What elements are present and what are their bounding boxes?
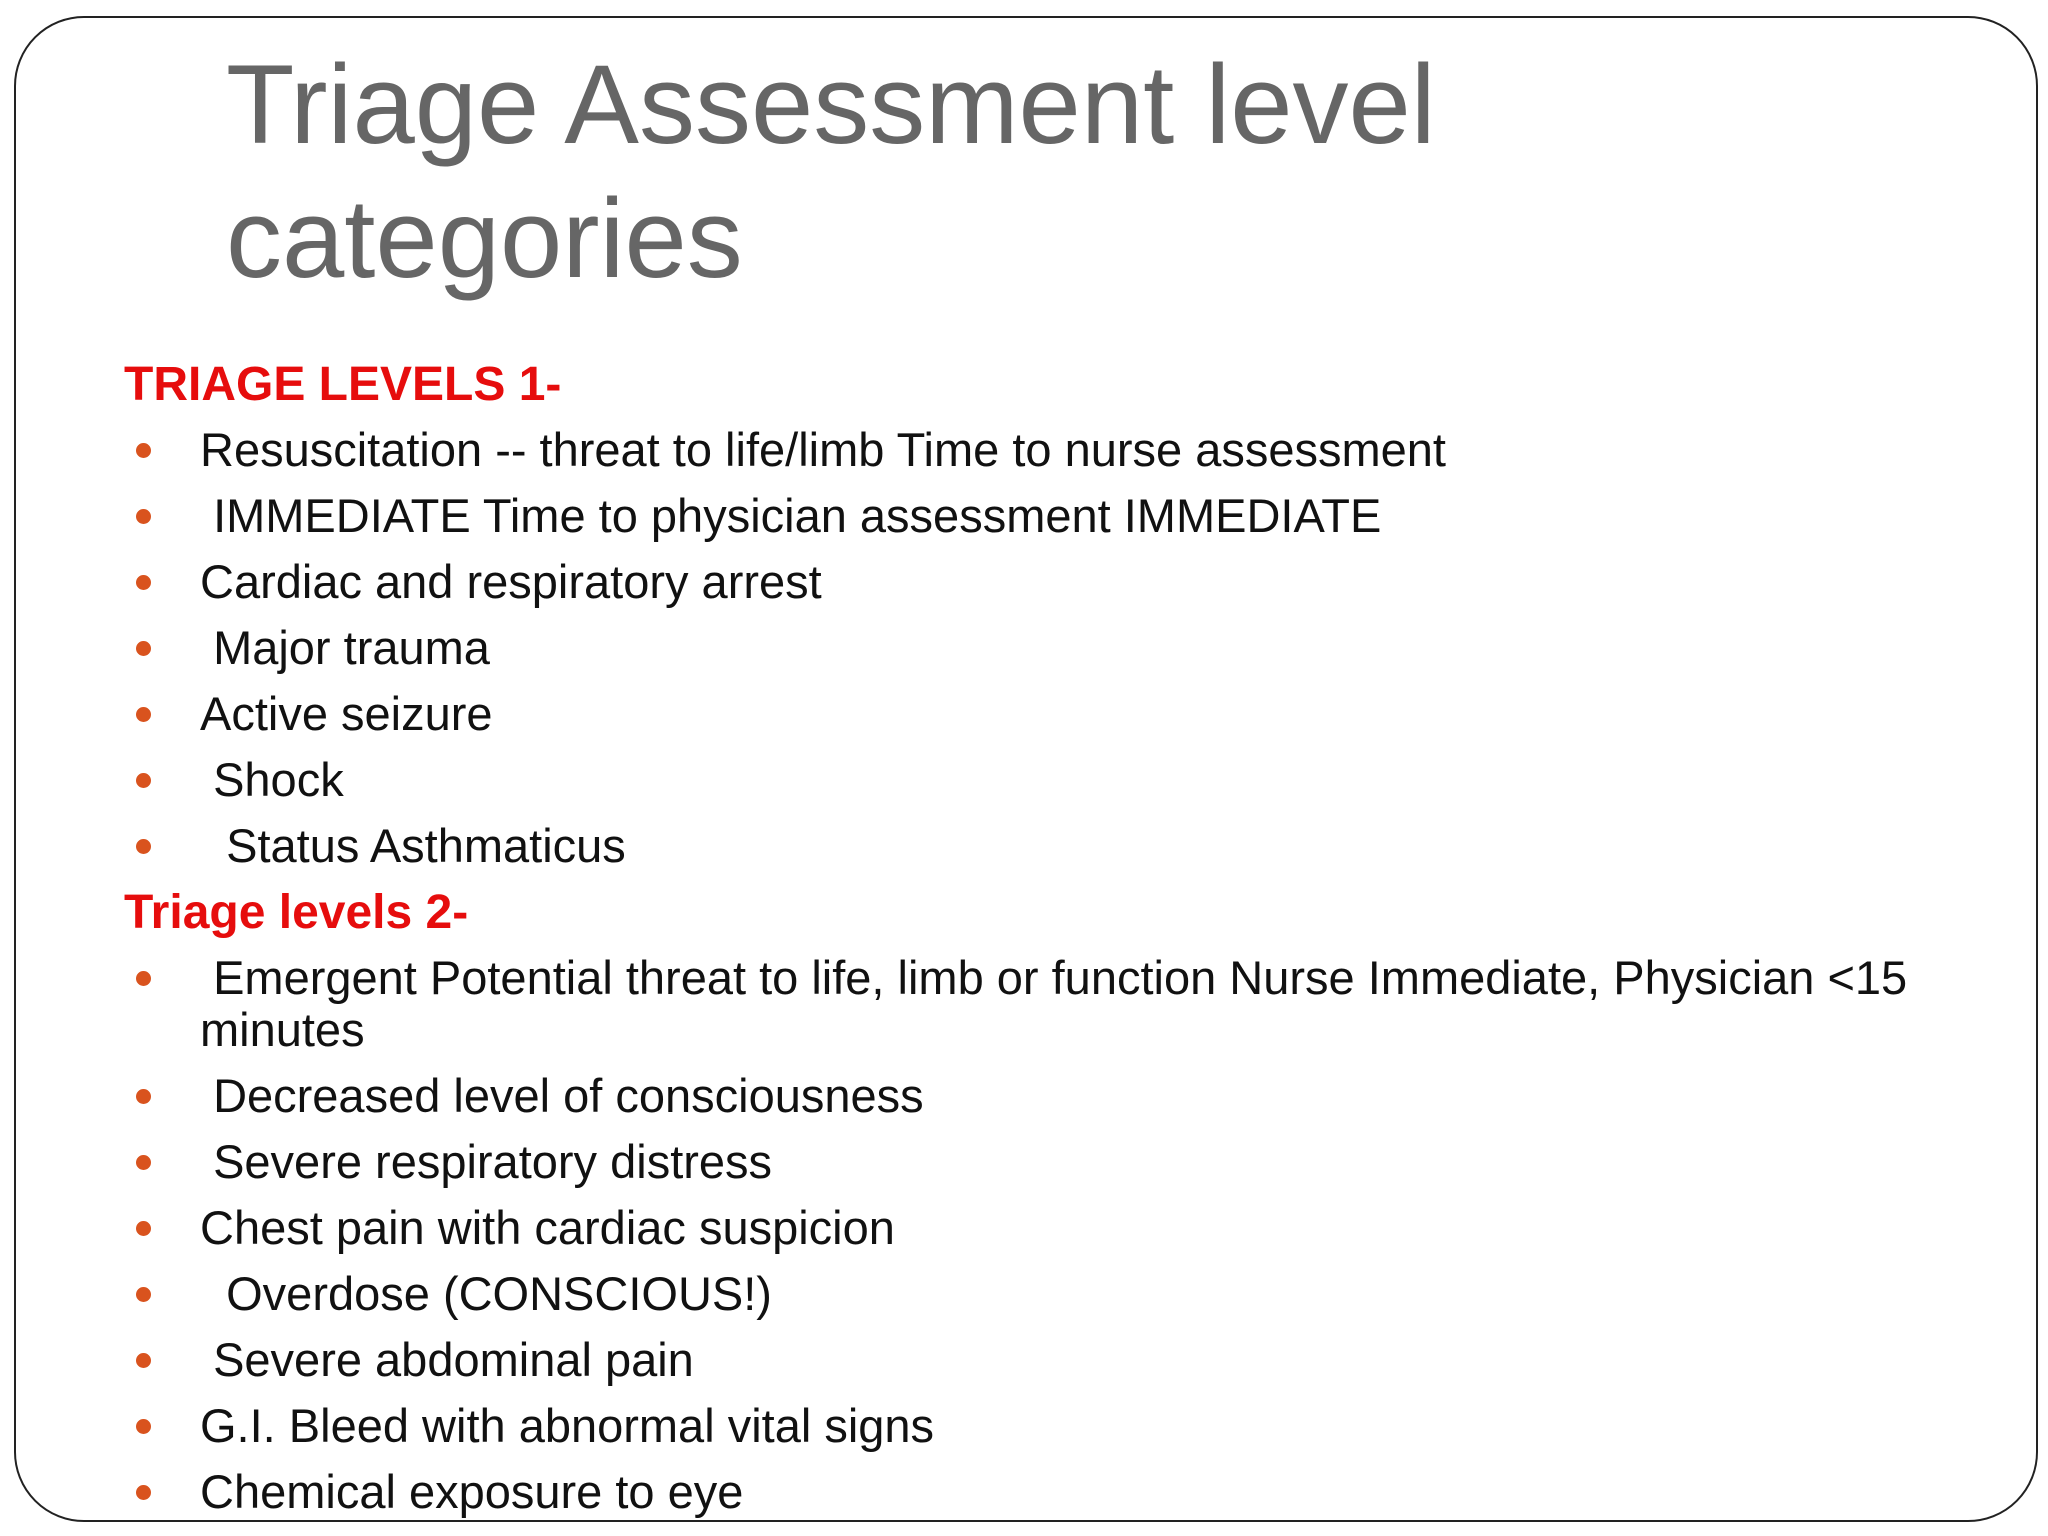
list-item-text: G.I. Bleed with abnormal vital signs xyxy=(200,1399,935,1452)
bullet-icon xyxy=(136,707,151,722)
level-2-list xyxy=(124,952,2004,1522)
list-item xyxy=(124,622,2004,688)
bullet-icon xyxy=(136,509,151,524)
list-item xyxy=(124,1400,2004,1466)
list-item xyxy=(124,1202,2004,1268)
list-item-text: Chest pain with cardiac suspicion xyxy=(200,1201,895,1254)
bullet-icon xyxy=(136,443,151,458)
list-item xyxy=(124,1070,2004,1136)
list-item xyxy=(124,754,2004,820)
list-item xyxy=(124,1334,2004,1400)
list-item xyxy=(124,952,2004,1070)
list-item xyxy=(124,1268,2004,1334)
list-item-text: Decreased level of consciousness xyxy=(200,1069,924,1122)
list-item xyxy=(124,556,2004,622)
list-item xyxy=(124,1466,2004,1522)
list-item-text: Resuscitation -- threat to life/limb Time to nurse assessment xyxy=(200,423,1446,476)
bullet-icon xyxy=(136,1089,151,1104)
list-item-text: IMMEDIATE Time to physician assessment IMMEDIATE xyxy=(200,489,1382,542)
bullet-icon xyxy=(136,1287,151,1302)
slide-title: Triage Assessment level categories xyxy=(226,42,1436,301)
bullet-icon xyxy=(136,1353,151,1368)
bullet-icon xyxy=(136,1221,151,1236)
slide-content xyxy=(124,358,2004,1522)
section-heading-level-2: Triage levels 2- xyxy=(124,886,469,939)
list-item xyxy=(124,820,2004,886)
bullet-icon xyxy=(136,1485,151,1500)
slide xyxy=(14,16,2038,1522)
level-1-list xyxy=(124,424,2004,886)
list-item-text: Status Asthmaticus xyxy=(200,819,626,872)
section-heading-level-1: TRIAGE LEVELS 1- xyxy=(124,358,562,411)
bullet-icon xyxy=(136,575,151,590)
list-item xyxy=(124,1136,2004,1202)
list-item xyxy=(124,688,2004,754)
list-item-text: Major trauma xyxy=(200,621,490,674)
list-item xyxy=(124,490,2004,556)
bullet-icon xyxy=(136,641,151,656)
bullet-icon xyxy=(136,1155,151,1170)
list-item-text: Severe respiratory distress xyxy=(200,1135,773,1188)
bullet-icon xyxy=(136,839,151,854)
list-item-text: Overdose (CONSCIOUS!) xyxy=(200,1267,772,1320)
bullet-icon xyxy=(136,773,151,788)
list-item xyxy=(124,424,2004,490)
bullet-icon xyxy=(136,1419,151,1434)
list-item-text: Chemical exposure to eye xyxy=(200,1465,744,1518)
list-item-text: Active seizure xyxy=(200,687,493,740)
bullet-icon xyxy=(136,971,151,986)
list-item-text: Cardiac and respiratory arrest xyxy=(200,555,822,608)
list-item-text: Shock xyxy=(200,753,344,806)
list-item-text: Severe abdominal pain xyxy=(200,1333,694,1386)
list-item-text: Emergent Potential threat to life, limb or function Nurse Immediate, Physician <15 minutes xyxy=(200,951,1921,1056)
